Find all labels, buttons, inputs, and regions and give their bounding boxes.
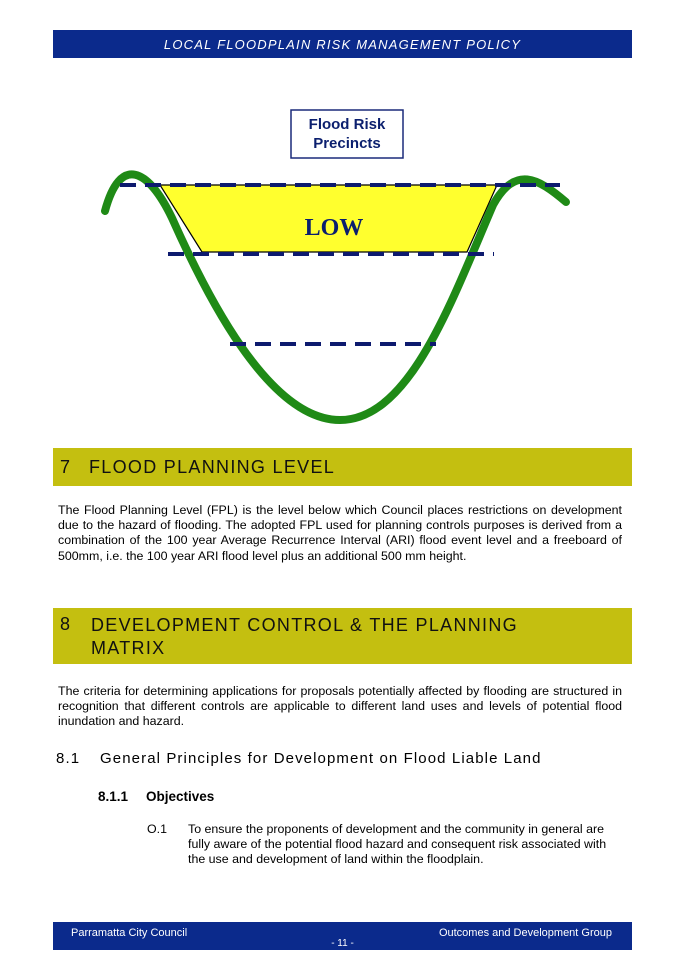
- section-title: FLOOD PLANNING LEVEL: [89, 457, 336, 477]
- subsection-title: Objectives: [146, 789, 215, 804]
- subsection-8-1-1-heading: [98, 789, 214, 804]
- objective-text: To ensure the proponents of development and the community in general are fully aware of the potential flood hazard and consequent risk associated with the use and development of land within the floodplain.: [188, 822, 607, 867]
- criteria-paragraph: The criteria for determining applications for proposals potentially affected by flooding are structured in recognition that different controls are applicable to different land uses and levels of potential flood inundation and hazard.: [58, 684, 622, 729]
- section-number: 8: [60, 614, 72, 634]
- section-title: DEVELOPMENT CONTROL & THE PLANNING MATRIX: [91, 615, 518, 658]
- subsection-8-1-heading: [56, 750, 542, 767]
- objective-number: O.1: [147, 822, 167, 836]
- flood-risk-diagram: [0, 0, 683, 450]
- footer-council: Parramatta City Council: [71, 927, 188, 939]
- footer-group: Outcomes and Development Group: [438, 927, 612, 939]
- subsection-number: 8.1: [56, 750, 81, 767]
- header-title: LOCAL FLOODPLAIN RISK MANAGEMENT POLICY: [163, 36, 522, 52]
- subsection-number: 8.1.1: [98, 789, 129, 804]
- fpl-paragraph: The Flood Planning Level (FPL) is the level below which Council places restrictions on development due to the hazard of flooding. The adopted FPL used for planning controls purposes is derived from a combination of the 100 year Average Recurrence Interval (ARI) flood event level and a freeboard of 500mm, i.e. the 100 year ARI flood level plus an additional 500 mm height.: [58, 503, 622, 563]
- section-number: 7: [60, 457, 72, 477]
- subsection-title: General Principles for Development on Flood Liable Land: [100, 750, 542, 767]
- precincts-label-line1: Flood Risk: [308, 116, 386, 133]
- page-footer: [53, 922, 632, 950]
- section-7-heading: [53, 448, 632, 486]
- low-zone-label: LOW: [304, 215, 364, 241]
- page-number: - 11 -: [331, 938, 354, 949]
- precincts-label-line2: Precincts: [313, 135, 381, 152]
- section-8-heading: [53, 608, 632, 664]
